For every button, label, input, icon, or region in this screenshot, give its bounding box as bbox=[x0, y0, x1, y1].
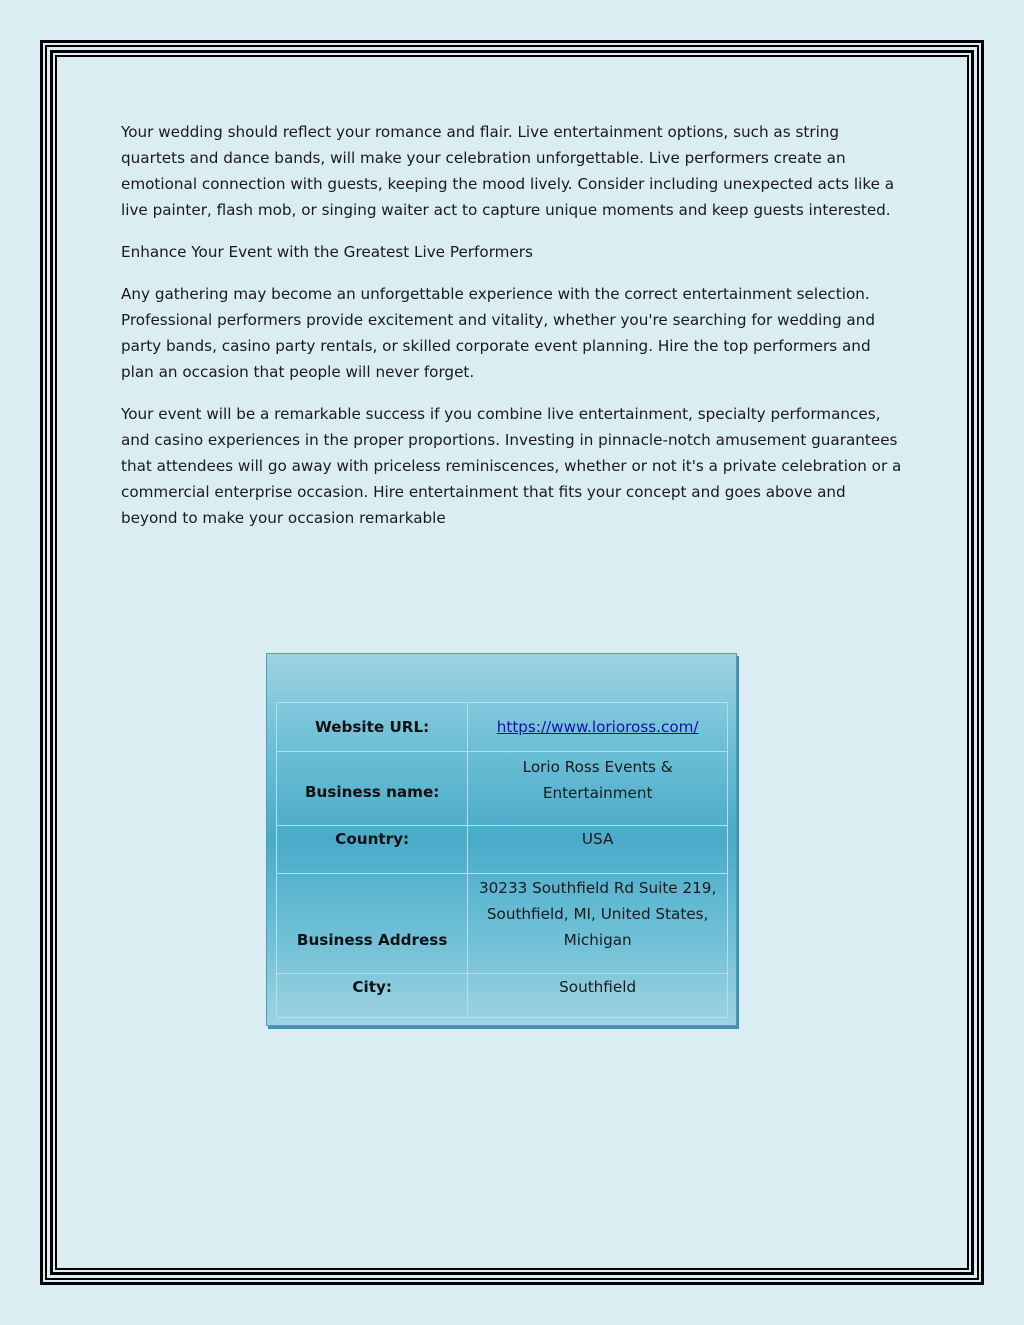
city-value: Southfield bbox=[468, 974, 728, 1018]
paragraph-wedding: Your wedding should reflect your romance and flair. Live entertainment options, such as string quartets and dance bands, will make your celebration unforgettable. Live performers create an emotional connection with guests, keeping the mood lively. Consider including unexpected acts like a live painter, flash mob, or singing waiter act to capture unique moments and keep guests interested. bbox=[121, 123, 895, 219]
country-value: USA bbox=[468, 826, 728, 874]
country-label: Country: bbox=[277, 826, 468, 874]
table-row bbox=[277, 703, 728, 752]
section-heading: Enhance Your Event with the Greatest Live Performers bbox=[121, 243, 533, 261]
article-body bbox=[121, 119, 906, 547]
address-value: 30233 Southfield Rd Suite 219, Southfield, MI, United States, Michigan bbox=[468, 874, 728, 974]
address-label: Business Address bbox=[277, 874, 468, 974]
paragraph-success: Your event will be a remarkable success if you combine live entertainment, specialty performances, and casino experiences in the proper proportions. Investing in pinnacle-notch amusement guarantees that attendees will go away with priceless reminiscences, whether or not it's a private celebration or a commercial enterprise occasion. Hire entertainment that fits your concept and goes above and beyond to make your occasion remarkable bbox=[121, 405, 902, 527]
business-info-table bbox=[276, 702, 728, 1018]
business-name-label: Business name: bbox=[277, 752, 468, 826]
website-label: Website URL: bbox=[277, 703, 468, 752]
paragraph-gathering: Any gathering may become an unforgettable experience with the correct entertainment selection. Professional performers provide excitement and vitality, whether you're searching for wedding and party bands, casino party rentals, or skilled corporate event planning. Hire the top performers and plan an occasion that people will never forget. bbox=[121, 285, 876, 381]
table-row bbox=[277, 826, 728, 874]
table-row bbox=[277, 974, 728, 1018]
city-label: City: bbox=[277, 974, 468, 1018]
website-cell bbox=[468, 703, 728, 752]
table-row bbox=[277, 874, 728, 974]
website-link[interactable]: https://www.lorioross.com/ bbox=[496, 718, 699, 736]
table-row bbox=[277, 752, 728, 826]
business-name-value: Lorio Ross Events & Entertainment bbox=[468, 752, 728, 826]
